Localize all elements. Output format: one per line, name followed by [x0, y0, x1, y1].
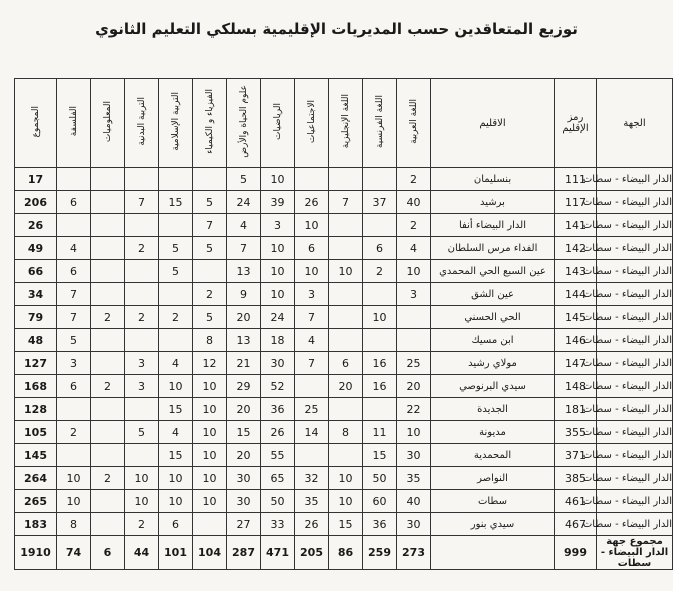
cell-physical-ed: 44 [125, 536, 159, 570]
cell-physics-chem: 10 [193, 444, 227, 467]
cell-total: 34 [15, 283, 57, 306]
header-math: الرياضيات [261, 79, 295, 168]
cell-arabic [397, 306, 431, 329]
cell-region: الدار البيضاء - سطات [597, 283, 673, 306]
cell-code: 461 [555, 490, 597, 513]
cell-philosophy [57, 214, 91, 237]
cell-physical-ed: 3 [125, 352, 159, 375]
cell-social: 25 [295, 398, 329, 421]
cell-svt: 30 [227, 490, 261, 513]
cell-arabic: 25 [397, 352, 431, 375]
cell-math: 36 [261, 398, 295, 421]
cell-english [329, 398, 363, 421]
header-physical-ed: التربية البدنية [125, 79, 159, 168]
cell-total: 66 [15, 260, 57, 283]
cell-french: 50 [363, 467, 397, 490]
cell-arabic: 2 [397, 214, 431, 237]
cell-informatics: 2 [91, 375, 125, 398]
header-province: الاقليم [431, 79, 555, 168]
cell-social: 4 [295, 329, 329, 352]
cell-islamic-ed: 15 [159, 191, 193, 214]
header-philosophy: الفلسفة [57, 79, 91, 168]
cell-svt: 4 [227, 214, 261, 237]
cell-philosophy: 74 [57, 536, 91, 570]
cell-arabic: 30 [397, 444, 431, 467]
cell-arabic: 35 [397, 467, 431, 490]
cell-arabic: 2 [397, 168, 431, 191]
header-region: الجهة [597, 79, 673, 168]
cell-french: 6 [363, 237, 397, 260]
cell-math: 26 [261, 421, 295, 444]
cell-total: 17 [15, 168, 57, 191]
cell-arabic: 40 [397, 191, 431, 214]
header-physics-chem: الفيزياء و الكيمياء [193, 79, 227, 168]
cell-english [329, 237, 363, 260]
cell-english: 10 [329, 490, 363, 513]
table-row [15, 237, 673, 260]
cell-social: 35 [295, 490, 329, 513]
cell-social: 7 [295, 352, 329, 375]
cell-province: الجديدة [431, 398, 555, 421]
cell-region: الدار البيضاء - سطات [597, 444, 673, 467]
cell-math: 3 [261, 214, 295, 237]
cell-math: 33 [261, 513, 295, 536]
cell-english: 15 [329, 513, 363, 536]
table-row [15, 329, 673, 352]
cell-french: 15 [363, 444, 397, 467]
cell-physics-chem: 5 [193, 191, 227, 214]
cell-islamic-ed [159, 214, 193, 237]
cell-svt: 13 [227, 329, 261, 352]
cell-philosophy: 3 [57, 352, 91, 375]
cell-physics-chem [193, 260, 227, 283]
cell-islamic-ed: 4 [159, 421, 193, 444]
header-total: المجموع [15, 79, 57, 168]
cell-math: 10 [261, 260, 295, 283]
cell-philosophy: 10 [57, 490, 91, 513]
cell-informatics [91, 283, 125, 306]
table-row [15, 352, 673, 375]
table-row [15, 168, 673, 191]
cell-province [431, 536, 555, 570]
cell-french: 2 [363, 260, 397, 283]
cell-total: 49 [15, 237, 57, 260]
cell-svt: 24 [227, 191, 261, 214]
cell-region: الدار البيضاء - سطات [597, 490, 673, 513]
sum-row [15, 536, 673, 570]
cell-province: بنسليمان [431, 168, 555, 191]
cell-french: 60 [363, 490, 397, 513]
cell-total: 79 [15, 306, 57, 329]
cell-informatics [91, 214, 125, 237]
cell-informatics: 6 [91, 536, 125, 570]
cell-province: النواصر [431, 467, 555, 490]
cell-social [295, 375, 329, 398]
cell-physical-ed: 3 [125, 375, 159, 398]
cell-svt: 29 [227, 375, 261, 398]
cell-svt: 7 [227, 237, 261, 260]
cell-code: 999 [555, 536, 597, 570]
cell-islamic-ed: 101 [159, 536, 193, 570]
header-svt: علوم الحياة والأرض [227, 79, 261, 168]
cell-philosophy: 8 [57, 513, 91, 536]
cell-total: 168 [15, 375, 57, 398]
cell-social [295, 168, 329, 191]
cell-region: مجموع جهة الدار البيضاء - سطات [597, 536, 673, 570]
cell-province: مولاي رشيد [431, 352, 555, 375]
cell-total: 48 [15, 329, 57, 352]
cell-english [329, 444, 363, 467]
table-row [15, 421, 673, 444]
cell-physics-chem: 2 [193, 283, 227, 306]
cell-physical-ed: 5 [125, 421, 159, 444]
cell-physics-chem: 104 [193, 536, 227, 570]
page-title: توزيع المتعاقدين حسب المديريات الإقليمية بسلكي التعليم الثانوي [95, 20, 578, 38]
cell-english: 86 [329, 536, 363, 570]
cell-french: 36 [363, 513, 397, 536]
cell-code: 467 [555, 513, 597, 536]
cell-social: 26 [295, 191, 329, 214]
cell-code: 181 [555, 398, 597, 421]
cell-total: 127 [15, 352, 57, 375]
table-row [15, 214, 673, 237]
header-row [15, 79, 673, 168]
cell-informatics: 2 [91, 306, 125, 329]
cell-physics-chem [193, 513, 227, 536]
table-row [15, 191, 673, 214]
cell-physics-chem: 10 [193, 490, 227, 513]
cell-total: 1910 [15, 536, 57, 570]
cell-informatics [91, 513, 125, 536]
cell-english [329, 168, 363, 191]
cell-svt: 287 [227, 536, 261, 570]
cell-math: 50 [261, 490, 295, 513]
cell-philosophy: 2 [57, 421, 91, 444]
cell-social: 205 [295, 536, 329, 570]
cell-code: 148 [555, 375, 597, 398]
cell-islamic-ed: 10 [159, 490, 193, 513]
table-row [15, 260, 673, 283]
cell-province: الفداء مرس السلطان [431, 237, 555, 260]
cell-islamic-ed: 10 [159, 467, 193, 490]
table-row [15, 444, 673, 467]
cell-math: 52 [261, 375, 295, 398]
cell-islamic-ed: 6 [159, 513, 193, 536]
header-islamic-ed: التربية الإسلامية [159, 79, 193, 168]
table-row [15, 375, 673, 398]
cell-math: 10 [261, 237, 295, 260]
cell-svt: 30 [227, 467, 261, 490]
cell-english [329, 283, 363, 306]
cell-islamic-ed: 4 [159, 352, 193, 375]
cell-french: 10 [363, 306, 397, 329]
cell-region: الدار البيضاء - سطات [597, 191, 673, 214]
cell-french: 16 [363, 375, 397, 398]
cell-total: 264 [15, 467, 57, 490]
cell-region: الدار البيضاء - سطات [597, 375, 673, 398]
cell-region: الدار البيضاء - سطات [597, 421, 673, 444]
cell-math: 471 [261, 536, 295, 570]
cell-arabic: 4 [397, 237, 431, 260]
cell-province: ابن مسيك [431, 329, 555, 352]
cell-english [329, 306, 363, 329]
cell-code: 117 [555, 191, 597, 214]
header-arabic: اللغة العربية [397, 79, 431, 168]
cell-region: الدار البيضاء - سطات [597, 398, 673, 421]
table-row [15, 398, 673, 421]
cell-arabic: 3 [397, 283, 431, 306]
cell-physical-ed: 2 [125, 237, 159, 260]
cell-code: 141 [555, 214, 597, 237]
cell-arabic: 273 [397, 536, 431, 570]
cell-math: 55 [261, 444, 295, 467]
cell-region: الدار البيضاء - سطات [597, 513, 673, 536]
cell-svt: 27 [227, 513, 261, 536]
cell-math: 39 [261, 191, 295, 214]
cell-code: 143 [555, 260, 597, 283]
cell-french [363, 283, 397, 306]
cell-physics-chem [193, 168, 227, 191]
cell-physics-chem: 10 [193, 421, 227, 444]
cell-english: 10 [329, 260, 363, 283]
cell-province: سطات [431, 490, 555, 513]
cell-english [329, 329, 363, 352]
cell-english: 10 [329, 467, 363, 490]
cell-arabic [397, 329, 431, 352]
cell-french [363, 398, 397, 421]
cell-region: الدار البيضاء - سطات [597, 237, 673, 260]
cell-islamic-ed: 15 [159, 398, 193, 421]
cell-province: المحمدية [431, 444, 555, 467]
cell-social: 7 [295, 306, 329, 329]
cell-total: 145 [15, 444, 57, 467]
cell-islamic-ed: 15 [159, 444, 193, 467]
table-row [15, 306, 673, 329]
cell-informatics [91, 398, 125, 421]
cell-province: عين الشق [431, 283, 555, 306]
cell-svt: 20 [227, 444, 261, 467]
cell-social [295, 444, 329, 467]
cell-code: 145 [555, 306, 597, 329]
cell-arabic: 30 [397, 513, 431, 536]
cell-informatics [91, 237, 125, 260]
cell-french: 259 [363, 536, 397, 570]
cell-philosophy: 7 [57, 283, 91, 306]
cell-province: مديونة [431, 421, 555, 444]
cell-region: الدار البيضاء - سطات [597, 214, 673, 237]
cell-region: الدار البيضاء - سطات [597, 467, 673, 490]
cell-informatics [91, 352, 125, 375]
cell-physics-chem: 10 [193, 398, 227, 421]
cell-informatics [91, 444, 125, 467]
table-row [15, 283, 673, 306]
cell-physical-ed [125, 398, 159, 421]
cell-english: 8 [329, 421, 363, 444]
cell-informatics: 2 [91, 467, 125, 490]
cell-total: 105 [15, 421, 57, 444]
cell-code: 111 [555, 168, 597, 191]
cell-arabic: 10 [397, 260, 431, 283]
cell-islamic-ed [159, 168, 193, 191]
cell-math: 18 [261, 329, 295, 352]
cell-social: 3 [295, 283, 329, 306]
cell-philosophy: 10 [57, 467, 91, 490]
cell-french [363, 214, 397, 237]
data-table [14, 78, 673, 570]
cell-philosophy: 7 [57, 306, 91, 329]
cell-physics-chem: 10 [193, 375, 227, 398]
cell-islamic-ed: 5 [159, 260, 193, 283]
cell-physical-ed [125, 329, 159, 352]
cell-islamic-ed: 10 [159, 375, 193, 398]
cell-region: الدار البيضاء - سطات [597, 168, 673, 191]
cell-philosophy: 6 [57, 375, 91, 398]
cell-total: 26 [15, 214, 57, 237]
cell-philosophy: 5 [57, 329, 91, 352]
cell-informatics [91, 168, 125, 191]
cell-english: 7 [329, 191, 363, 214]
cell-french [363, 329, 397, 352]
cell-province: برشيد [431, 191, 555, 214]
cell-social: 32 [295, 467, 329, 490]
cell-french: 11 [363, 421, 397, 444]
cell-code: 142 [555, 237, 597, 260]
cell-physical-ed: 2 [125, 306, 159, 329]
cell-informatics [91, 329, 125, 352]
cell-philosophy [57, 444, 91, 467]
cell-region: الدار البيضاء - سطات [597, 260, 673, 283]
cell-svt: 20 [227, 306, 261, 329]
cell-province: سيدي بنور [431, 513, 555, 536]
cell-math: 24 [261, 306, 295, 329]
cell-islamic-ed: 5 [159, 237, 193, 260]
cell-philosophy [57, 168, 91, 191]
cell-total: 128 [15, 398, 57, 421]
cell-physical-ed: 2 [125, 513, 159, 536]
cell-social: 10 [295, 214, 329, 237]
cell-informatics [91, 260, 125, 283]
cell-social: 14 [295, 421, 329, 444]
cell-arabic: 20 [397, 375, 431, 398]
cell-total: 265 [15, 490, 57, 513]
cell-region: الدار البيضاء - سطات [597, 306, 673, 329]
cell-philosophy [57, 398, 91, 421]
cell-math: 30 [261, 352, 295, 375]
cell-physics-chem: 10 [193, 467, 227, 490]
cell-islamic-ed: 2 [159, 306, 193, 329]
cell-physical-ed [125, 283, 159, 306]
cell-svt: 20 [227, 398, 261, 421]
cell-physics-chem: 12 [193, 352, 227, 375]
cell-islamic-ed [159, 329, 193, 352]
cell-code: 147 [555, 352, 597, 375]
cell-physics-chem: 5 [193, 237, 227, 260]
cell-french: 37 [363, 191, 397, 214]
cell-physical-ed: 10 [125, 467, 159, 490]
cell-physics-chem: 8 [193, 329, 227, 352]
cell-svt: 9 [227, 283, 261, 306]
cell-english: 6 [329, 352, 363, 375]
cell-informatics [91, 191, 125, 214]
cell-region: الدار البيضاء - سطات [597, 329, 673, 352]
cell-code: 355 [555, 421, 597, 444]
cell-svt: 5 [227, 168, 261, 191]
cell-province: الدار البيضاء أنفا [431, 214, 555, 237]
header-social: الاجتماعيات [295, 79, 329, 168]
cell-physical-ed [125, 214, 159, 237]
cell-arabic: 10 [397, 421, 431, 444]
table-row [15, 467, 673, 490]
cell-code: 385 [555, 467, 597, 490]
cell-total: 183 [15, 513, 57, 536]
cell-province: سيدي البرنوصي [431, 375, 555, 398]
cell-physical-ed: 10 [125, 490, 159, 513]
cell-code: 371 [555, 444, 597, 467]
cell-arabic: 40 [397, 490, 431, 513]
cell-french: 16 [363, 352, 397, 375]
table-row [15, 490, 673, 513]
cell-province: الحي الحسني [431, 306, 555, 329]
cell-informatics [91, 490, 125, 513]
cell-svt: 13 [227, 260, 261, 283]
cell-code: 144 [555, 283, 597, 306]
cell-math: 65 [261, 467, 295, 490]
cell-physical-ed [125, 168, 159, 191]
cell-code: 146 [555, 329, 597, 352]
cell-physical-ed [125, 444, 159, 467]
cell-english [329, 214, 363, 237]
cell-philosophy: 4 [57, 237, 91, 260]
cell-english: 20 [329, 375, 363, 398]
cell-physics-chem: 7 [193, 214, 227, 237]
cell-social: 26 [295, 513, 329, 536]
cell-french [363, 168, 397, 191]
cell-arabic: 22 [397, 398, 431, 421]
cell-province: عين السبع الحي المحمدي [431, 260, 555, 283]
cell-math: 10 [261, 283, 295, 306]
header-code: رمز الإقليم [555, 79, 597, 168]
cell-informatics [91, 421, 125, 444]
cell-social: 6 [295, 237, 329, 260]
table-row [15, 513, 673, 536]
cell-philosophy: 6 [57, 191, 91, 214]
cell-total: 206 [15, 191, 57, 214]
header-french: اللغة الفرنسية [363, 79, 397, 168]
cell-islamic-ed [159, 283, 193, 306]
cell-svt: 21 [227, 352, 261, 375]
header-english: اللغة الإنجليزية [329, 79, 363, 168]
cell-philosophy: 6 [57, 260, 91, 283]
header-informatics: المعلوميات [91, 79, 125, 168]
cell-math: 10 [261, 168, 295, 191]
cell-svt: 15 [227, 421, 261, 444]
cell-physical-ed [125, 260, 159, 283]
cell-physics-chem: 5 [193, 306, 227, 329]
cell-social: 10 [295, 260, 329, 283]
cell-region: الدار البيضاء - سطات [597, 352, 673, 375]
cell-physical-ed: 7 [125, 191, 159, 214]
